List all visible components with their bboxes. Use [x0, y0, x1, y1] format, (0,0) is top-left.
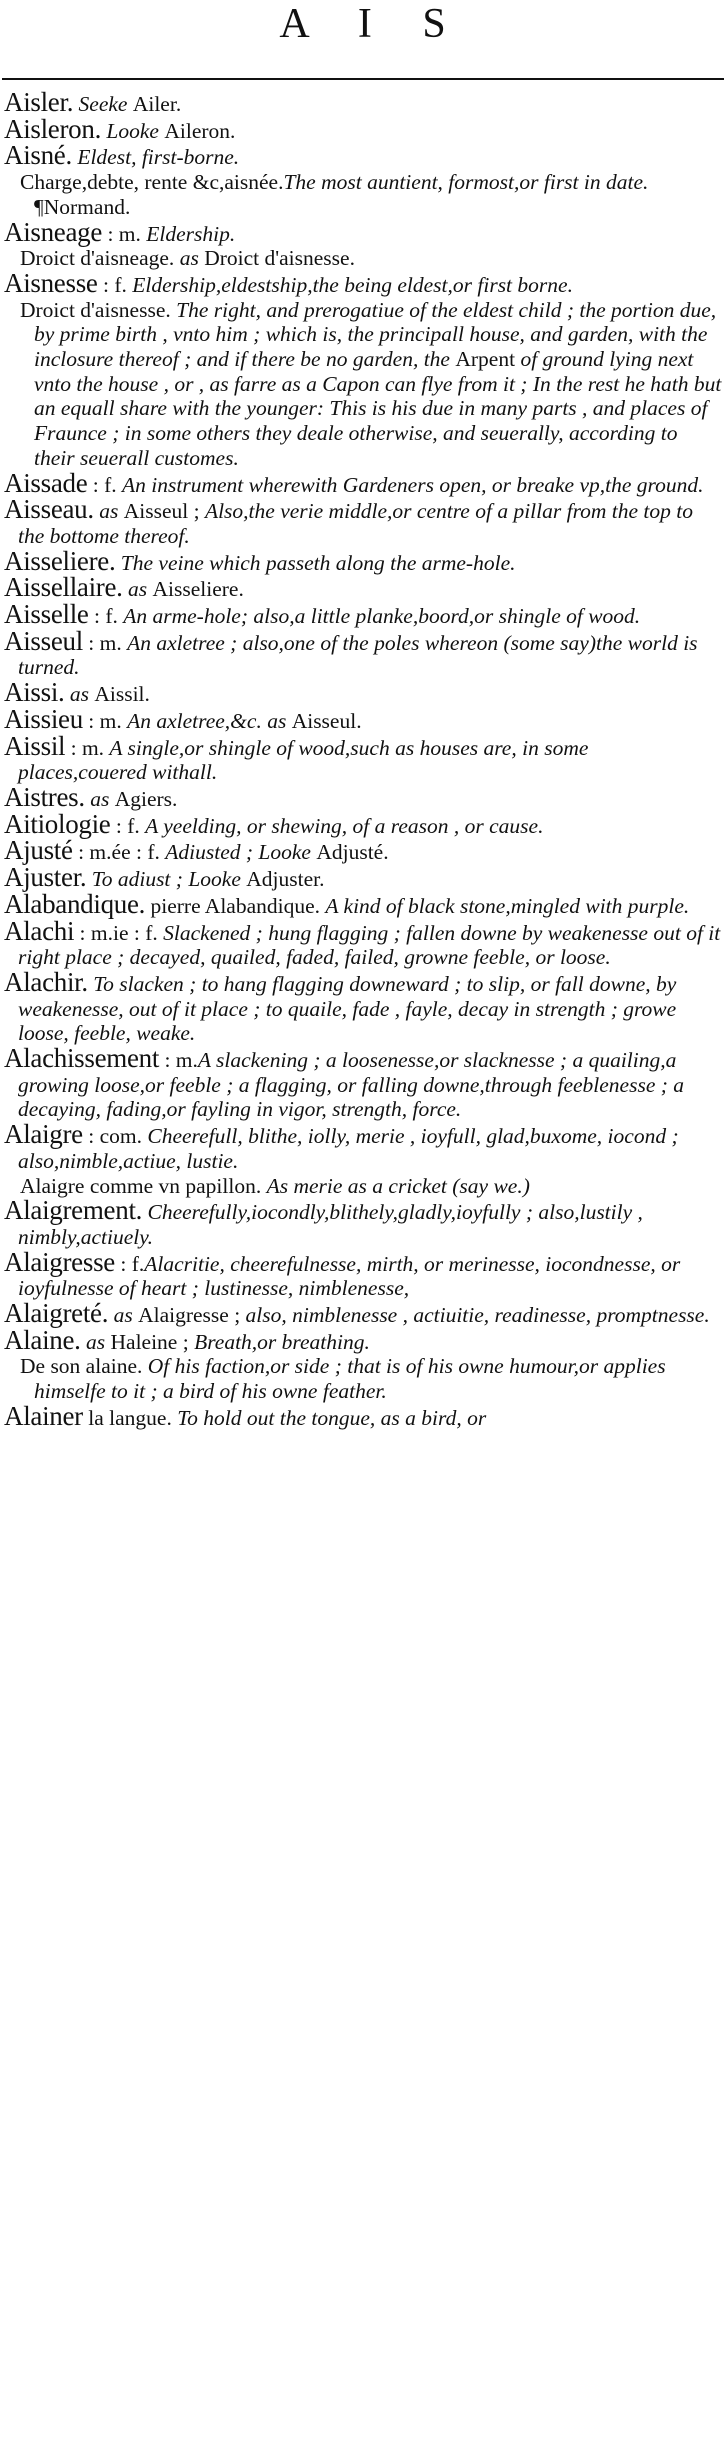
french-text: Aisseul.	[291, 708, 362, 733]
english-definition: as	[179, 246, 205, 271]
english-definition: To adiust ; Looke	[86, 867, 247, 892]
french-text: Haleine ;	[110, 1329, 195, 1354]
french-text: Adjusté.	[316, 840, 389, 865]
english-definition: Eldership.	[146, 221, 236, 246]
french-text: : f.	[110, 813, 146, 838]
dictionary-entry	[4, 808, 722, 839]
english-definition: A single,or shingle of wood,such as houses are, in some places,couered withall.	[18, 735, 589, 785]
sub-entry	[4, 1354, 722, 1403]
french-text: la langue.	[82, 1405, 178, 1430]
english-definition: as	[108, 1303, 139, 1328]
english-definition: as	[80, 1329, 111, 1354]
headword: Aissi.	[4, 677, 65, 708]
headword: Alaine.	[4, 1324, 81, 1355]
english-definition: A kind of black stone,mingled with purple.	[325, 893, 690, 918]
french-text: : m.	[159, 1048, 198, 1073]
headword: Alaigre	[4, 1119, 83, 1150]
headword: Aissieu	[4, 703, 83, 734]
dictionary-entry	[4, 1298, 722, 1329]
english-definition: also, nimblenesse , actiuitie, readinesse, promptnesse.	[245, 1303, 710, 1328]
headword: Alaigreté.	[4, 1298, 109, 1329]
french-text: : f.	[88, 604, 124, 629]
headword: Aisneage	[4, 216, 103, 247]
headword: Aissil	[4, 730, 66, 761]
english-definition: as	[93, 499, 124, 524]
english-definition: To hold out the tongue, as a bird, or	[177, 1405, 487, 1430]
english-definition: As merie as a cricket (say we.)	[266, 1173, 530, 1198]
dictionary-entry	[4, 494, 722, 548]
dictionary-entry	[4, 862, 722, 893]
dictionary-entry	[4, 966, 722, 1046]
english-definition: An axletree ; also,one of the poles whereon (some say)the world is turned.	[18, 630, 698, 680]
dictionary-entry	[4, 1324, 722, 1355]
french-text: Aisseliere.	[152, 577, 244, 602]
dictionary-entry	[4, 1400, 722, 1431]
english-definition: An instrument wherewith Gardeners open, or breake vp,the ground.	[122, 472, 704, 497]
headword: Aissellaire.	[4, 572, 123, 603]
sub-entry	[4, 246, 722, 271]
dictionary-entry	[4, 572, 722, 603]
dictionary-entry	[4, 915, 722, 970]
headword: Alainer	[4, 1400, 83, 1431]
french-text: ¶Normand.	[34, 194, 131, 219]
french-text: Aisseul ;	[123, 499, 205, 524]
headword: Alabandique.	[4, 888, 146, 919]
english-definition: as	[64, 682, 95, 707]
english-definition: Eldest, first-borne.	[71, 145, 240, 170]
english-definition: To slacken ; to hang flagging downeward ; to slip, or fall downe, by weakenesse, out of it place ; to quaile, fade , fayle, decay in strength ; growe loose, feeble, weake.	[18, 971, 677, 1046]
headword: Aisleron.	[4, 113, 102, 144]
english-definition: The veine which passeth along the arme-hole.	[115, 550, 516, 575]
english-definition: Also,the verie middle,or centre of a pillar from the top to the bottome thereof.	[18, 499, 694, 548]
english-definition: An axletree,&c. as	[127, 708, 292, 733]
headword: Ajuster.	[4, 862, 87, 893]
headword: Aisseul	[4, 625, 83, 656]
dictionary-entry	[4, 703, 722, 734]
dictionary-entry	[4, 216, 722, 247]
dictionary-entry	[4, 87, 722, 117]
dictionary-entry	[4, 545, 722, 576]
french-text: Arpent	[455, 347, 516, 372]
english-definition: Eldership,eldestship,the being eldest,or first borne.	[132, 272, 573, 297]
french-text: Droict d'aisnesse.	[204, 246, 355, 271]
english-definition: Slackened ; hung flagging ; fallen downe by weakenesse out of it right place ; decayed, quailed, faded, failed, growne feeble, or loose.	[18, 920, 721, 970]
dictionary-entry	[4, 1119, 722, 1173]
headword: Alachi	[4, 915, 75, 946]
dictionary-entry	[4, 835, 722, 866]
headword: Aisselle	[4, 599, 89, 630]
french-text: Aileron.	[164, 118, 236, 143]
english-definition: Seeke	[73, 92, 133, 116]
dictionary-entry	[4, 1043, 722, 1122]
french-text: : m.	[82, 708, 128, 733]
dictionary-entry	[4, 1246, 722, 1301]
french-text: pierre Alabandique.	[145, 893, 326, 918]
headword: Ajusté	[4, 835, 73, 866]
french-text: Droict d'aisnesse.	[20, 297, 177, 322]
dictionary-entry	[4, 625, 722, 680]
headword: Alachissement	[4, 1043, 160, 1074]
french-text: : m.	[102, 221, 147, 246]
french-text: Agiers.	[114, 786, 178, 811]
english-definition: Adiusted ; Looke	[165, 840, 317, 865]
french-text: : f.	[87, 472, 123, 497]
english-definition: Cheerefully,iocondly,blithely,gladly,ioyfully ; also,lustily , nimbly,actiuely.	[18, 1200, 643, 1249]
english-definition: Of his faction,or side ; that is of his owne humour,or applies himselfe to it ; a bird of his owne feather.	[34, 1354, 666, 1404]
dictionary-entry	[4, 113, 722, 144]
french-text: Ailer.	[132, 92, 182, 116]
english-definition: of ground lying next vnto the house , or , as farre as a Capon can flye from it ; In the rest he hath but an equall share with the younger: This is his due in many parts , and places of Fraunce ; in some others they deale otherwise, and seuerally, according to their seuerall customes.	[34, 347, 722, 470]
english-definition: as	[122, 577, 153, 602]
headword: Aistres.	[4, 781, 85, 812]
english-definition: A slackening ; a loosenesse,or slacknesse ; a quailing,a growing loose,or feeble ; a flagging, or falling downe,through feeblenesse ; a decaying, fading,or fayling in vigor, strength, force.	[18, 1048, 685, 1122]
dictionary-entry	[4, 267, 722, 298]
dictionary-entry	[4, 599, 722, 630]
headword: Aisseliere.	[4, 545, 116, 576]
dictionary-entry	[4, 677, 722, 708]
headword: Aisseau.	[4, 494, 94, 525]
english-definition: Looke	[101, 118, 165, 143]
sub-entry	[4, 170, 722, 219]
sub-entry	[4, 298, 722, 471]
dictionary-entry	[4, 730, 722, 785]
french-text: : com.	[82, 1124, 148, 1149]
headword: Alaigresse	[4, 1246, 115, 1277]
english-definition: An arme-hole; also,a little planke,boord,or shingle of wood.	[123, 604, 641, 629]
dictionary-entry	[4, 888, 722, 919]
french-text: : m.	[65, 735, 110, 760]
dictionary-entry	[4, 781, 722, 812]
french-text: Alaigresse ;	[138, 1303, 246, 1328]
english-definition: Breath,or breathing.	[194, 1329, 370, 1354]
french-text: De son alaine.	[20, 1354, 148, 1379]
headword: Alachir.	[4, 966, 88, 997]
header-rule	[2, 78, 724, 80]
headword: Aisler.	[4, 87, 74, 117]
french-text: : m.ée : f.	[72, 840, 166, 865]
english-definition: Alacritie, cheerefulnesse, mirth, or merinesse, iocondnesse, or ioyfulnesse of heart ; lustinesse, nimblenesse,	[18, 1251, 681, 1301]
french-text: : f.	[97, 272, 133, 297]
dictionary-entry	[4, 140, 722, 171]
headword: Aissade	[4, 467, 88, 498]
headword: Aitiologie	[4, 808, 111, 839]
dictionary-entry	[4, 467, 722, 498]
dictionary-entry	[4, 1195, 722, 1249]
french-text: : f.	[114, 1251, 145, 1276]
headword: Aisné.	[4, 140, 72, 171]
entry-list	[4, 87, 722, 1431]
page-header: A I S	[279, 1, 466, 47]
english-definition: A yeelding, or shewing, of a reason , or cause.	[145, 813, 544, 838]
headword: Alaigrement.	[4, 1195, 143, 1226]
english-definition: as	[84, 786, 115, 811]
french-text: : m.ie : f.	[74, 920, 164, 945]
french-text: Alaigre comme vn papillon.	[20, 1173, 267, 1198]
french-text: Charge,debte, rente &c,aisnée.	[20, 170, 284, 195]
headword: Aisnesse	[4, 267, 98, 298]
french-text: : m.	[82, 630, 128, 655]
english-definition: The right, and prerogatiue of the eldest child ; the portion due, by prime birth , vnto him ; which is, the principall house, and garden, with the inclosure thereof ; and if there be no garden, the	[34, 297, 717, 372]
french-text: Aissil.	[94, 682, 150, 707]
english-definition: Cheerefull, blithe, iolly, merie , ioyfull, glad,buxome, iocond ; also,nimble,actiue, lustie.	[18, 1124, 679, 1173]
french-text: Droict d'aisneage.	[20, 246, 180, 271]
french-text: Adjuster.	[246, 867, 325, 892]
english-definition: The most auntient, formost,or first in date.	[283, 170, 649, 195]
